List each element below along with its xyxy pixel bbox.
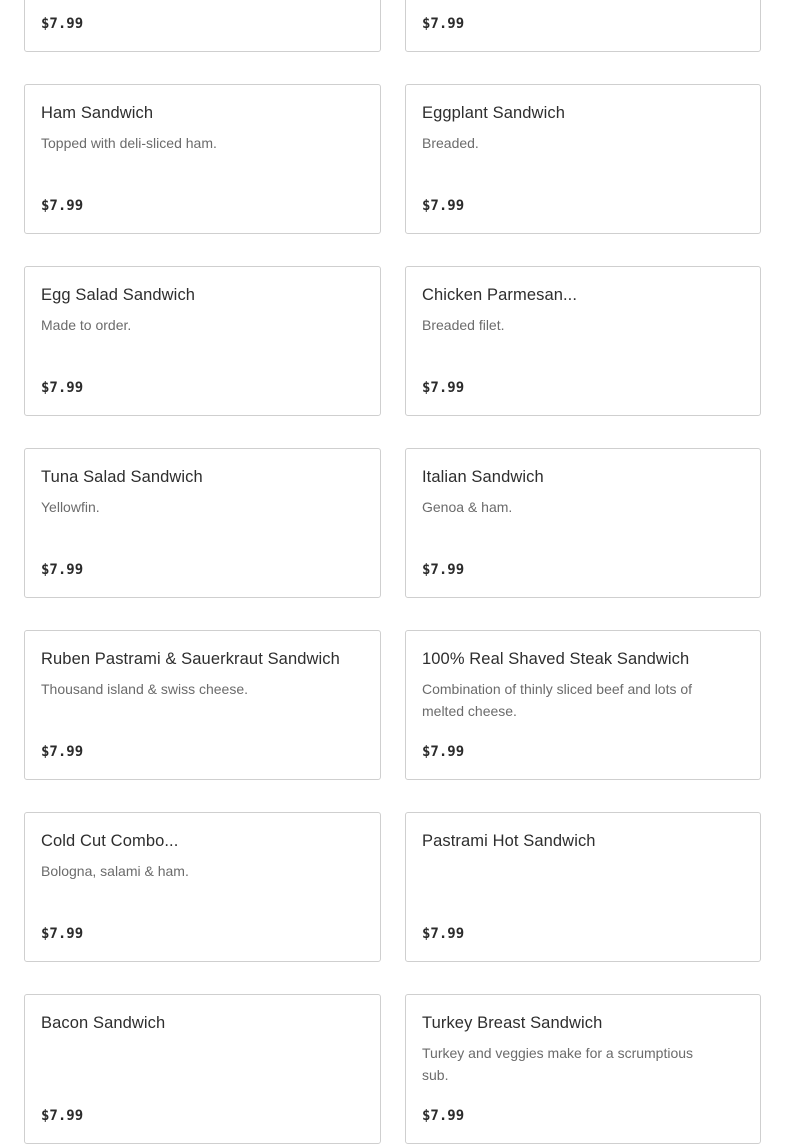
menu-item-price: $7.99: [422, 16, 465, 32]
menu-item-price: $7.99: [41, 926, 84, 942]
menu-item-card[interactable]: [405, 630, 761, 780]
menu-item-name: 100% Real Shaved Steak Sandwich: [422, 650, 690, 668]
menu-item-card[interactable]: [24, 994, 381, 1144]
menu-item-card[interactable]: [24, 812, 381, 962]
menu-item-price: $7.99: [422, 926, 465, 942]
menu-item-price: $7.99: [422, 744, 465, 760]
menu-item-description: Yellowfin.: [41, 499, 100, 515]
menu-item-card[interactable]: [24, 630, 381, 780]
menu-item-card[interactable]: [405, 448, 761, 598]
menu-item-card[interactable]: [24, 0, 381, 52]
menu-item-card[interactable]: [405, 84, 761, 234]
menu-item-description: Breaded filet.: [422, 317, 505, 333]
menu-item-card[interactable]: [405, 812, 761, 962]
menu-item-description: Turkey and veggies make for a scrumptious sub.: [422, 1045, 694, 1083]
menu-item-name: Bacon Sandwich: [41, 1014, 166, 1032]
menu-item-price: $7.99: [41, 744, 84, 760]
menu-item-description: Breaded.: [422, 135, 479, 151]
menu-item-description: Made to order.: [41, 317, 132, 333]
menu-item-price: $7.99: [422, 562, 465, 578]
menu-item-price: $7.99: [41, 562, 84, 578]
menu-item-price: $7.99: [41, 198, 84, 214]
menu-item-description: Genoa & ham.: [422, 499, 513, 515]
menu-item-grid: [24, 0, 761, 1144]
menu-item-price: $7.99: [422, 380, 465, 396]
menu-item-price: $7.99: [41, 1108, 84, 1124]
menu-item-card[interactable]: [24, 84, 381, 234]
menu-item-price: $7.99: [422, 198, 465, 214]
menu-item-description: Combination of thinly sliced beef and lots of melted cheese.: [422, 681, 693, 719]
menu-item-name: Turkey Breast Sandwich: [422, 1014, 603, 1032]
menu-item-card[interactable]: [405, 0, 761, 52]
menu-item-name: Egg Salad Sandwich: [41, 286, 196, 304]
menu-item-card[interactable]: [24, 266, 381, 416]
menu-item-name: Cold Cut Combo...: [41, 832, 179, 850]
menu-item-name: Ham Sandwich: [41, 104, 154, 122]
menu-item-name: Pastrami Hot Sandwich: [422, 832, 596, 850]
menu-item-description: Topped with deli-sliced ham.: [41, 135, 217, 151]
menu-item-card[interactable]: [405, 994, 761, 1144]
menu-item-card[interactable]: [405, 266, 761, 416]
menu-item-name: Eggplant Sandwich: [422, 104, 565, 122]
menu-item-price: $7.99: [41, 16, 84, 32]
menu-item-description: Thousand island & swiss cheese.: [41, 681, 248, 697]
menu-item-name: Ruben Pastrami & Sauerkraut Sandwich: [41, 650, 340, 668]
menu-item-name: Italian Sandwich: [422, 468, 544, 486]
menu-item-description: Bologna, salami & ham.: [41, 863, 189, 879]
menu-item-price: $7.99: [41, 380, 84, 396]
menu-item-card[interactable]: [24, 448, 381, 598]
menu-item-name: Tuna Salad Sandwich: [41, 468, 203, 486]
menu-item-name: Chicken Parmesan...: [422, 286, 578, 304]
menu-item-price: $7.99: [422, 1108, 465, 1124]
